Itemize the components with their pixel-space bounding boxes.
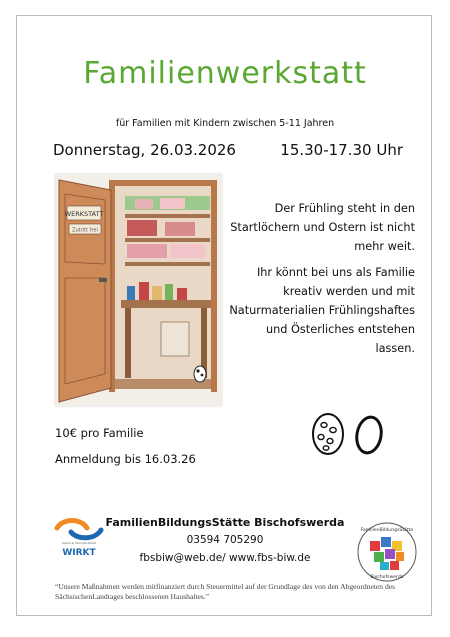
description-paragraph-1: Der Frühling steht in den Startlöchern und Ostern ist nicht mehr weit. bbox=[230, 202, 415, 253]
description-paragraph-2: Ihr könnt bei uns als Familie kreativ werden und mit Naturmaterialien Frühlingshaftes und Österliches entstehen lassen. bbox=[229, 266, 415, 355]
organization-name: FamilienBildungsStätte Bischofswerda bbox=[105, 516, 345, 529]
door-sign-text: WERKSTATT bbox=[64, 210, 104, 218]
funding-footer-note: “Unsere Maßnahmen werden mitfinanziert durch Steuermittel auf der Grundlage des von den Abgeordneten des SächsischenLandtages beschlossenen Haushaltes.” bbox=[55, 582, 396, 601]
flyer-title: Familienwerkstatt bbox=[83, 56, 367, 91]
badge-top-text: FamilienBildungsStätte bbox=[360, 528, 414, 533]
contact-web[interactable]: fbsbiw@web.de/ www.fbs-biw.de bbox=[139, 552, 311, 564]
registration-deadline: Anmeldung bis 16.03.26 bbox=[55, 452, 196, 466]
event-time: 15.30-17.30 Uhr bbox=[280, 141, 403, 159]
badge-bottom-text: Bischofswerda bbox=[370, 575, 404, 580]
price-text: 10€ pro Familie bbox=[55, 426, 144, 440]
wirkt-logo-small-text: Sozial & Familienarbeit bbox=[61, 541, 97, 545]
workshop-illustration bbox=[55, 174, 222, 406]
wirkt-logo-text: WIRKT bbox=[62, 548, 96, 558]
event-description bbox=[229, 199, 415, 365]
event-dateline bbox=[53, 141, 403, 159]
door-sign-subtext: Zutritt frei bbox=[72, 227, 98, 234]
event-date: Donnerstag, 26.03.2026 bbox=[53, 141, 236, 159]
flyer-subtitle: für Familien mit Kindern zwischen 5-11 Jahren bbox=[115, 118, 335, 129]
easter-eggs-icon bbox=[308, 408, 388, 458]
fbs-badge-logo bbox=[356, 521, 418, 583]
flyer-page bbox=[16, 15, 432, 616]
contact-phone: 03594 705290 bbox=[186, 534, 264, 546]
